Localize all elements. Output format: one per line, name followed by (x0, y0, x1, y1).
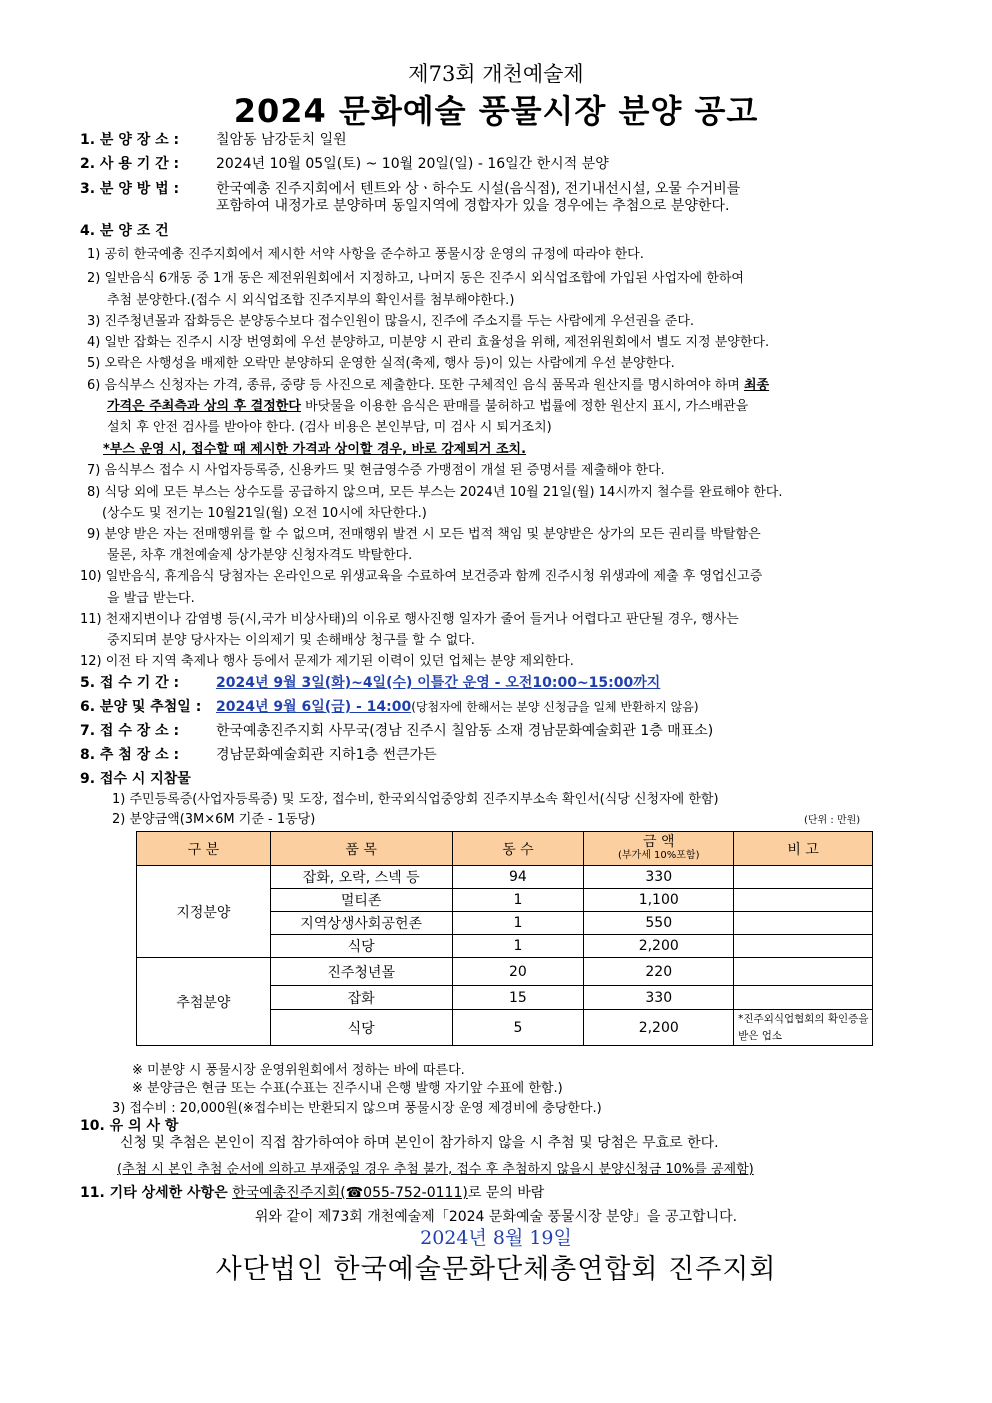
item-cell: 잡화 (270, 986, 452, 1010)
category-cell: 추첨분양 (137, 958, 271, 1046)
count-cell: 94 (452, 866, 584, 889)
header-amount-sub: (부가세 10%포함) (617, 849, 700, 861)
count-cell: 20 (452, 958, 584, 986)
condition-2: 2) 일반음식 6개동 중 1개 동은 제전위원회에서 지정하고, 나머지 동은 진주시 외식업조합에 가입된 사업자에 한하여 (87, 271, 744, 286)
condition-6-emph: 최종 (743, 378, 770, 393)
item-3-label: 3. 분 양 방 법 : (80, 181, 180, 197)
header-note: 비 고 (734, 832, 873, 866)
count-cell: 1 (452, 889, 584, 912)
count-cell: 1 (452, 935, 584, 958)
item-1-value: 칠암동 남강둔치 일원 (216, 132, 347, 148)
item-10-label: 10. 유 의 사 항 (80, 1118, 179, 1134)
item-5-value: 2024년 9월 3일(화)~4일(수) 이틀간 운영 - 오전10:00~15:00까지 (216, 675, 661, 691)
header-amount-label: 금 액 (643, 833, 675, 850)
item-6-label: 6. 분양 및 추첨일 : (80, 699, 202, 715)
item-2-label: 2. 사 용 기 간 : (80, 156, 180, 172)
condition-11b: 중지되며 분양 당사자는 이의제기 및 손해배상 청구를 할 수 없다. (107, 633, 475, 648)
item-9-label: 9. 접수 시 지참물 (80, 771, 191, 787)
item-cell: 잡화, 오락, 스넥 등 (270, 866, 452, 889)
condition-7: 7) 음식부스 접수 시 사업자등록증, 신용카드 및 현금영수증 가맹점이 개설 된 증명서를 제출해야 한다. (87, 463, 665, 478)
condition-9: 9) 분양 받은 자는 전매행위를 할 수 없으며, 전매행위 발견 시 모든 법적 책임 및 분양받은 상가의 모든 권리를 박탈함은 (87, 527, 761, 542)
item-cell: 식당 (270, 1010, 452, 1046)
document-subtitle: 제73회 개천예술제 (408, 62, 584, 86)
item-2-value: 2024년 10월 05일(토) ~ 10월 20일(일) - 16일간 한시적 분양 (216, 156, 609, 172)
condition-3: 3) 진주청년몰과 잡화등은 분양동수보다 접수인원이 많을시, 진주에 주소지를 두는 사람에게 우선권을 준다. (87, 314, 695, 329)
category-cell: 지정분양 (137, 866, 271, 958)
item-4-label: 4. 분 양 조 건 (80, 223, 169, 239)
note-cell (734, 866, 873, 889)
condition-8: 8) 식당 외에 모든 부스는 상수도를 공급하지 않으며, 모든 부스는 2024년 10월 21일(월) 14시까지 철수를 완료해야 한다. (87, 485, 783, 500)
condition-6-emph2: 가격은 주최측과 상의 후 결정한다 (107, 399, 301, 414)
distribution-table (136, 831, 873, 1046)
item-7-label: 7. 접 수 장 소 : (80, 723, 180, 739)
amount-cell: 1,100 (584, 889, 734, 912)
table-row (137, 866, 873, 889)
amount-cell: 2,200 (584, 1010, 734, 1046)
condition-10b: 을 발급 받는다. (107, 591, 195, 606)
condition-6c: 설치 후 안전 검사를 받아야 한다. (검사 비용은 본인부담, 미 검사 시 퇴거조치) (107, 420, 552, 435)
closing-date: 2024년 8월 19일 (420, 1227, 572, 1249)
amount-cell: 2,200 (584, 935, 734, 958)
item-11-label: 11. 기타 상세한 사항은 (80, 1185, 228, 1201)
amount-cell: 550 (584, 912, 734, 935)
note-unsold: ※ 미분양 시 풍물시장 운영위원회에서 정하는 바에 따른다. (132, 1063, 465, 1078)
note-cell (734, 986, 873, 1010)
header-amount (584, 832, 734, 866)
item-8-value: 경남문화예술회관 지하1층 썬큰가든 (216, 747, 437, 763)
condition-2b: 추첨 분양한다.(접수 시 외식업조합 진주지부의 확인서를 첨부해야한다.) (107, 293, 515, 308)
condition-6b: 바닷물을 이용한 음식은 판매를 불허하고 법률에 정한 원산지 표시, 가스배관을 (305, 399, 749, 414)
table-row (137, 958, 873, 986)
item-7-value: 한국예총진주지회 사무국(경남 진주시 칠암동 소재 경남문화예술회관 1층 매표소) (216, 723, 714, 739)
item-cell: 진주청년몰 (270, 958, 452, 986)
item-6-value-group (216, 696, 699, 716)
item-6-note: (당첨자에 한해서는 분양 신청금을 일체 반환하지 않음) (411, 700, 699, 714)
doc-item-1: 1) 주민등록증(사업자등록증) 및 도장, 접수비, 한국외식업중앙회 진주지부소속 확인서(식당 신청자에 한함) (112, 792, 719, 807)
contact-suffix: 로 문의 바람 (467, 1185, 545, 1201)
amount-cell: 220 (584, 958, 734, 986)
item-1-label: 1. 분 양 장 소 : (80, 132, 180, 148)
condition-10: 10) 일반음식, 휴게음식 당첨자는 온라인으로 위생교육을 수료하여 보건증과 함께 진주시청 위생과에 제출 후 영업신고증 (80, 569, 763, 584)
note-cell: *진주외식업협회의 확인증을 받은 업소 (734, 1010, 873, 1046)
condition-11: 11) 천재지변이나 감염병 등(시,국가 비상사태)의 이유로 행사진행 일자가 줄어 들거나 어렵다고 판단될 경우, 행사는 (80, 612, 739, 627)
note-cell (734, 958, 873, 986)
item-cell: 지역상생사회공헌존 (270, 912, 452, 935)
item-8-label: 8. 추 첨 장 소 : (80, 747, 180, 763)
item-cell: 멀티존 (270, 889, 452, 912)
table-header-row (137, 832, 873, 866)
item-11 (80, 1182, 544, 1202)
caution-line1: 신청 및 추첨은 본인이 직접 참가하여야 하며 본인이 참가하지 않을 시 추첨 및 당첨은 무효로 한다. (120, 1135, 719, 1151)
closing-statement: 위와 같이 제73회 개천예술제「2024 문화예술 풍물시장 분양」을 공고합니다. (254, 1209, 738, 1225)
contact-org: 한국예총진주지회(☎055-752-0111) (232, 1185, 468, 1201)
item-cell: 식당 (270, 935, 452, 958)
header-item: 품 목 (270, 832, 452, 866)
item-3-line1: 한국예총 진주지회에서 텐트와 상ㆍ하수도 시설(음식점), 전기내선시설, 오물 수거비를 (216, 181, 741, 197)
amount-cell: 330 (584, 986, 734, 1010)
issuer-name: 사단법인 한국예술문화단체총연합회 진주지회 (215, 1254, 777, 1285)
item-5-label: 5. 접 수 기 간 : (80, 675, 180, 691)
header-count: 동 수 (452, 832, 584, 866)
note-cell (734, 935, 873, 958)
doc-item-2: 2) 분양금액(3M×6M 기준 - 1동당) (112, 812, 316, 827)
condition-5: 5) 오락은 사행성을 배제한 오락만 분양하되 운영한 실적(축제, 행사 등)이 있는 사람에게 우선 분양한다. (87, 356, 675, 371)
condition-6-warning: *부스 운영 시, 접수할 때 제시한 가격과 상이할 경우, 바로 강제퇴거 조치. (103, 442, 527, 457)
header-category: 구 분 (137, 832, 271, 866)
amount-cell: 330 (584, 866, 734, 889)
item-3-line2: 포함하여 내정가로 분양하며 동일지역에 경합자가 있을 경우에는 추첨으로 분양한다. (216, 198, 730, 214)
unit-label: (단위 : 만원) (804, 815, 861, 826)
note-cell (734, 889, 873, 912)
condition-9b: 물론, 차후 개천예술제 상가분양 신청자격도 박탈한다. (107, 548, 413, 563)
condition-12: 12) 이전 타 지역 축제나 행사 등에서 문제가 제기된 이력이 있던 업체는 분양 제외한다. (80, 654, 574, 669)
caution-line2: (추첨 시 본인 추첨 순서에 의하고 부재중일 경우 추첨 불가, 접수 후 추첨하지 않을시 분양신청금 10%를 공제함) (117, 1162, 754, 1177)
count-cell: 1 (452, 912, 584, 935)
count-cell: 15 (452, 986, 584, 1010)
count-cell: 5 (452, 1010, 584, 1046)
note-fee: 3) 접수비 : 20,000원(※접수비는 반환되지 않으며 풍물시장 운영 제경비에 충당한다.) (112, 1101, 602, 1116)
item-6-value: 2024년 9월 6일(금) - 14:00 (216, 699, 412, 715)
condition-4: 4) 일반 잡화는 진주시 시장 번영회에 우선 분양하고, 미분양 시 관리 효율성을 위해, 제전위원회에서 별도 지정 분양한다. (87, 335, 770, 350)
condition-6a: 6) 음식부스 신청자는 가격, 종류, 중량 등 사진으로 제출한다. 또한 구체적인 음식 품목과 원산지를 명시하여야 하며 (87, 378, 740, 393)
condition-6-line2 (107, 395, 748, 414)
condition-8b: (상수도 및 전기는 10월21일(월) 오전 10시에 차단한다.) (102, 506, 427, 521)
condition-6 (87, 374, 769, 393)
condition-1: 1) 공히 한국예총 진주지회에서 제시한 서약 사항을 준수하고 풍물시장 운영의 규정에 따라야 한다. (87, 247, 644, 262)
note-payment: ※ 분양금은 현금 또는 수표(수표는 진주시내 은행 발행 자기앞 수표에 한함.) (132, 1081, 563, 1096)
document-title: 2024 문화예술 풍물시장 분양 공고 (233, 92, 759, 130)
note-cell (734, 912, 873, 935)
